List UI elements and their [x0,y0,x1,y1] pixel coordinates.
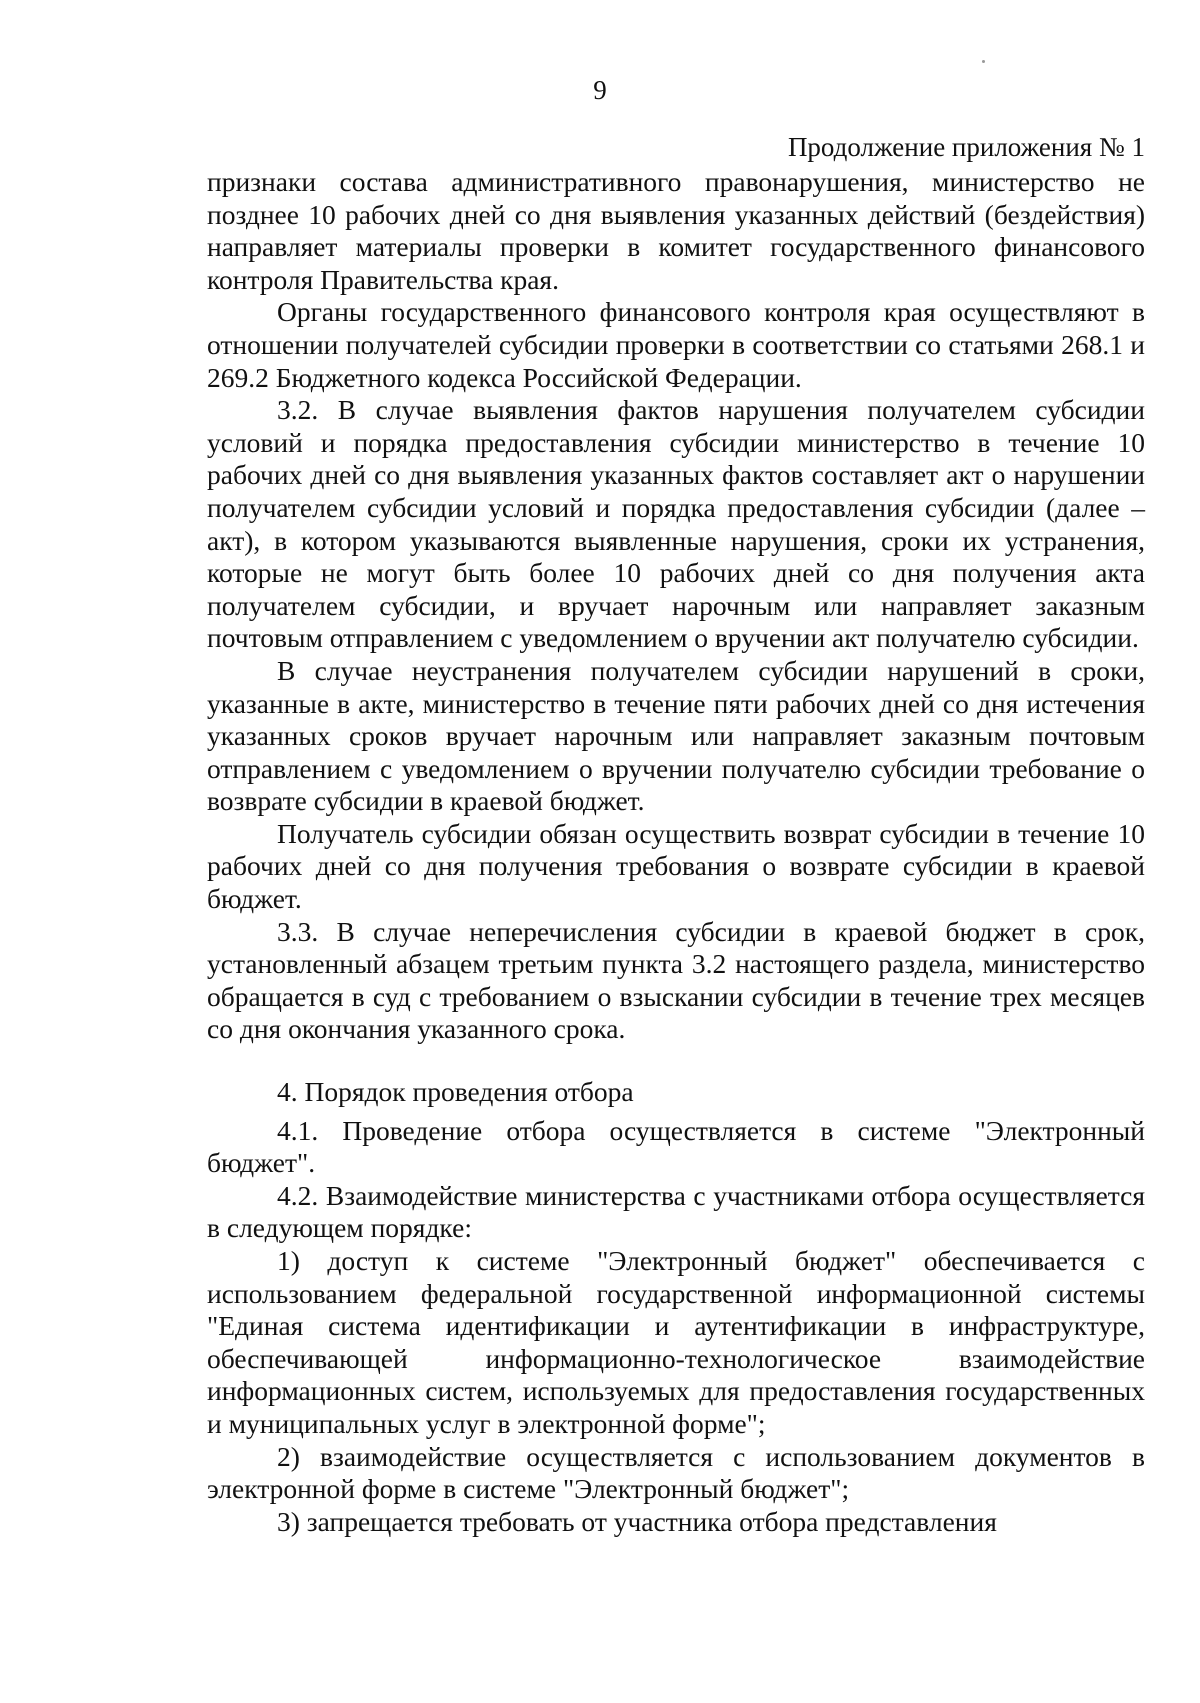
appendix-continuation-label: Продолжение приложения № 1 [787,132,1145,162]
paragraph-non-elimination: В случае неустранения получателем субсидии нарушений в сроки, указанные в акте, министерство в течение пяти рабочих дней со дня истечения указанных сроков вручает нарочным или направляет заказным почтовым отправлением с уведомлением о вручении получателю субсидии требование о возврате субсидии в краевой бюджет. [207,654,1145,817]
scan-speck [982,60,985,63]
paragraph-continued: признаки состава административного правонарушения, министерство не позднее 10 рабочих дней со дня выявления указанных действий (бездействия) направляет материалы проверки в комитет государственного финансового контроля Правительства края. [207,166,1145,295]
list-item-3: 3) запрещается требовать от участника отбора представления [277,1505,997,1537]
paragraph-4-2: 4.2. Взаимодействие министерства с участниками отбора осуществляется в следующем порядке: [207,1179,1145,1244]
list-item-2: 2) взаимодействие осуществляется с использованием документов в электронной форме в системе "Электронный бюджет"; [207,1440,1145,1505]
paragraph-3-2: 3.2. В случае выявления фактов нарушения получателем субсидии условий и порядка предоставления субсидии министерство в течение 10 рабочих дней со дня выявления указанных фактов составляет акт о нарушении получателем субсидии условий и порядка предоставления субсидии (далее – акт), в котором указываются выявленные нарушения, сроки их устранения, которые не могут быть более 10 рабочих дней со дня получения акта получателем субсидии, и вручает нарочным или направляет заказным почтовым отправлением с уведомлением о вручении акт получателю субсидии. [207,394,1145,654]
list-item-1: 1) доступ к системе "Электронный бюджет" обеспечивается с использованием федеральной государственной информационной системы "Единая система идентификации и аутентификации в инфраструктуре, обеспечивающей информационно-технологическое взаимодействие информационных систем, используемых для предоставления государственных и муниципальных услуг в электронной форме"; [207,1245,1145,1439]
section-heading-4: 4. Порядок проведения отбора [277,1076,634,1108]
page-number: 9 [593,75,607,105]
paragraph-financial-control: Органы государственного финансового контроля края осуществляют в отношении получателей субсидии проверки в соответствии со статьями 268.1 и 269.2 Бюджетного кодекса Российской Федерации. [207,296,1145,393]
paragraph-3-3: 3.3. В случае неперечисления субсидии в краевой бюджет в срок, установленный абзацем третьим пункта 3.2 настоящего раздела, министерство обращается в суд с требованием о взыскании субсидии в течение трех месяцев со дня окончания указанного срока. [207,915,1145,1045]
paragraph-4-1: 4.1. Проведение отбора осуществляется в системе "Электронный бюджет". [207,1114,1145,1179]
document-body [207,166,1145,1538]
paragraph-refund-obligation: Получатель субсидии обязан осуществить возврат субсидии в течение 10 рабочих дней со дня получения требования о возврате субсидии в краевой бюджет. [207,817,1145,915]
